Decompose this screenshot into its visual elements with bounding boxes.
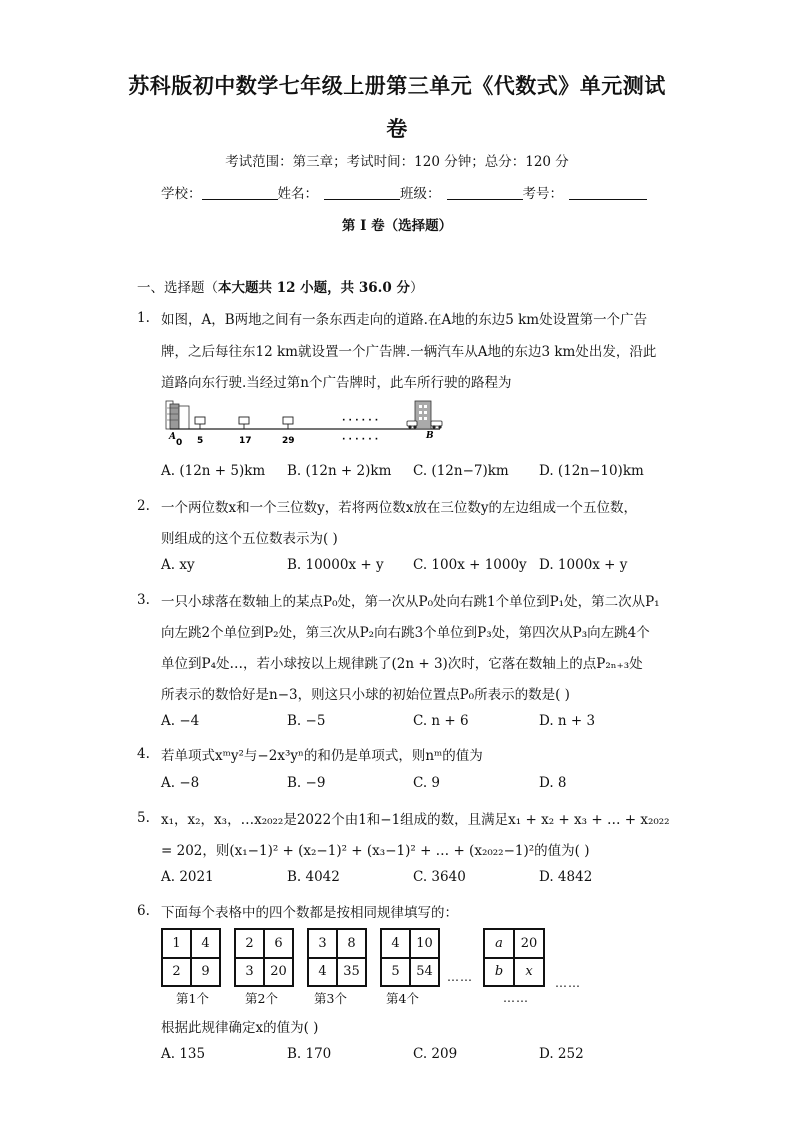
table-cell: 6: [264, 929, 293, 958]
label-twentynine: 29: [282, 436, 295, 446]
car-icon: [431, 421, 442, 429]
ellipsis-mid: ……: [447, 970, 473, 984]
question-5-option-a[interactable]: A. 2021: [161, 869, 214, 885]
table-cell: 35: [337, 958, 366, 987]
class-field[interactable]: [447, 186, 523, 200]
ellipsis-end: ……: [555, 976, 581, 990]
question-4-option-b[interactable]: B. −9: [287, 775, 326, 791]
question-3-number: 3.: [137, 592, 150, 608]
question-1-option-c[interactable]: C. (12n−7)km: [413, 463, 509, 479]
table-2-label: 第2个: [245, 991, 278, 1006]
table-cell: 4: [191, 929, 220, 958]
label-dots-bottom: · · · · · ·: [342, 435, 379, 445]
section-heading-prefix: 一、选择题（: [137, 280, 218, 296]
question-5-text-line-1: x₁，x₂，x₃，…x₂₀₂₂是2022个由1和−1组成的数，且满足x₁ + x₂ + x₃ + … + x₂₀₂₂: [161, 812, 670, 828]
table-cell: 54: [410, 958, 439, 987]
question-3-option-d[interactable]: D. n + 3: [539, 713, 596, 729]
table-cell: 9: [191, 958, 220, 987]
question-4-number: 4.: [137, 746, 150, 762]
question-3-text-line-2: 向左跳2个单位到P₂处，第三次从P₂向右跳3个单位到P₃处，第四次从P₃向左跳4个: [161, 625, 650, 641]
question-6-number: 6.: [137, 903, 150, 919]
question-1-number: 1.: [137, 310, 150, 326]
question-2-number: 2.: [137, 498, 150, 514]
label-zero: 0: [176, 438, 183, 446]
number-table-4: [380, 928, 440, 987]
table-cell: 3: [308, 929, 337, 958]
school-field[interactable]: [202, 186, 278, 200]
number-table-2: [234, 928, 294, 987]
question-6-option-d[interactable]: D. 252: [539, 1046, 584, 1062]
number-table-3: [307, 928, 367, 987]
table-cell: a: [484, 929, 514, 958]
question-3-option-b[interactable]: B. −5: [287, 713, 326, 729]
question-2-text-line-1: 一个两位数x和一个三位数y，若将两位数x放在三位数y的左边组成一个五位数，: [161, 500, 637, 516]
table-cell: 4: [308, 958, 337, 987]
question-2-option-b[interactable]: B. 10000x + y: [287, 557, 384, 573]
table-3-label: 第3个: [314, 991, 347, 1006]
question-4-option-c[interactable]: C. 9: [413, 775, 441, 791]
question-4-option-d[interactable]: D. 8: [539, 775, 567, 791]
question-3-text-line-1: 一只小球落在数轴上的某点P₀处，第一次从P₀处向右跳1个单位到P₁处，第二次从P₁: [161, 594, 660, 610]
label-seventeen: 17: [239, 436, 252, 446]
table-cell: 2: [235, 929, 264, 958]
question-6-text-line-1: 下面每个表格中的四个数都是按相同规律填写的：: [161, 905, 458, 921]
road-figure: [164, 398, 454, 446]
school-label: 学校：: [161, 186, 202, 202]
table-general-label: ……: [503, 991, 529, 1005]
car-icon: [407, 421, 417, 429]
table-cell: 10: [410, 929, 439, 958]
section-heading-bold: 本大题共 12 小题，共 36.0 分: [218, 280, 410, 296]
question-5-option-c[interactable]: C. 3640: [413, 869, 466, 885]
number-table-general: [483, 928, 545, 987]
table-cell: 1: [162, 929, 191, 958]
section-heading-suffix: ）: [409, 280, 424, 296]
document-title-continued: 卷: [386, 116, 408, 141]
number-table-1: [161, 928, 221, 987]
question-1-text-line-1: 如图，A，B两地之间有一条东西走向的道路.在A地的东边5 km处设置第一个广告: [161, 312, 648, 328]
question-6-option-a[interactable]: A. 135: [161, 1046, 206, 1062]
question-6-text-line-2: 根据此规律确定x的值为( ): [161, 1020, 319, 1036]
table-1-label: 第1个: [176, 991, 209, 1006]
table-4-label: 第4个: [386, 991, 419, 1006]
billboard-icon: [239, 417, 249, 429]
table-cell: 8: [337, 929, 366, 958]
table-cell: 5: [381, 958, 410, 987]
label-b: B: [426, 431, 434, 441]
table-cell: 20: [264, 958, 293, 987]
label-dots-top: · · · · · ·: [342, 416, 379, 426]
question-2-text-line-2: 则组成的这个五位数表示为( ): [161, 531, 338, 547]
billboard-icon: [283, 417, 293, 429]
class-label: 班级：: [400, 186, 441, 202]
question-2-option-a[interactable]: A. xy: [161, 557, 195, 573]
question-1-text-line-3: 道路向东行驶.当经过第n个广告牌时，此车所行驶的路程为: [161, 375, 512, 391]
table-cell: 4: [381, 929, 410, 958]
number-field[interactable]: [569, 186, 647, 200]
question-5-number: 5.: [137, 810, 150, 826]
student-info-row: [161, 182, 647, 202]
number-label: 考号：: [522, 186, 563, 202]
table-cell: 20: [514, 929, 544, 958]
question-3-text-line-4: 所表示的数恰好是n−3，则这只小球的初始位置点P₀所表示的数是( ): [161, 687, 570, 703]
section-heading: [137, 276, 423, 296]
document-title: 苏科版初中数学七年级上册第三单元《代数式》单元测试: [128, 73, 666, 98]
table-cell: 2: [162, 958, 191, 987]
question-2-option-c[interactable]: C. 100x + 1000y: [413, 557, 527, 573]
question-4-option-a[interactable]: A. −8: [161, 775, 200, 791]
question-5-option-d[interactable]: D. 4842: [539, 869, 593, 885]
building-left-icon-3: [179, 406, 189, 429]
question-1-option-a[interactable]: A. (12n + 5)km: [161, 463, 266, 479]
question-2-option-d[interactable]: D. 1000x + y: [539, 557, 628, 573]
question-3-option-a[interactable]: A. −4: [161, 713, 200, 729]
question-1-option-b[interactable]: B. (12n + 2)km: [287, 463, 392, 479]
question-1-text-line-2: 牌，之后每往东12 km就设置一个广告牌.一辆汽车从A地的东边3 km处出发，沿此: [161, 344, 657, 360]
table-cell: x: [514, 958, 544, 987]
name-field[interactable]: [324, 186, 400, 200]
label-five: 5: [197, 436, 204, 446]
question-3-text-line-3: 单位到P₄处…，若小球按以上规律跳了(2n + 3)次时，它落在数轴上的点P₂ₙ₊₃处: [161, 656, 643, 672]
question-6-option-c[interactable]: C. 209: [413, 1046, 458, 1062]
question-5-text-line-2: = 202，则(x₁−1)² + (x₂−1)² + (x₃−1)² + … + (x₂₀₂₂−1)²的值为( ): [161, 843, 590, 859]
question-1-option-d[interactable]: D. (12n−10)km: [539, 463, 644, 479]
name-label: 姓名：: [277, 186, 318, 202]
question-5-option-b[interactable]: B. 4042: [287, 869, 340, 885]
label-a: A: [169, 432, 176, 442]
question-4-text-line-1: 若单项式xᵐy²与−2x³yⁿ的和仍是单项式，则nᵐ的值为: [161, 748, 483, 764]
billboard-icon: [195, 417, 205, 429]
exam-info: 考试范围：第三章；考试时间：120 分钟；总分：120 分: [225, 154, 569, 170]
question-6-option-b[interactable]: B. 170: [287, 1046, 332, 1062]
table-cell: 3: [235, 958, 264, 987]
table-cell: b: [484, 958, 514, 987]
part-title: 第 I 卷（选择题）: [341, 218, 453, 234]
question-3-option-c[interactable]: C. n + 6: [413, 713, 469, 729]
